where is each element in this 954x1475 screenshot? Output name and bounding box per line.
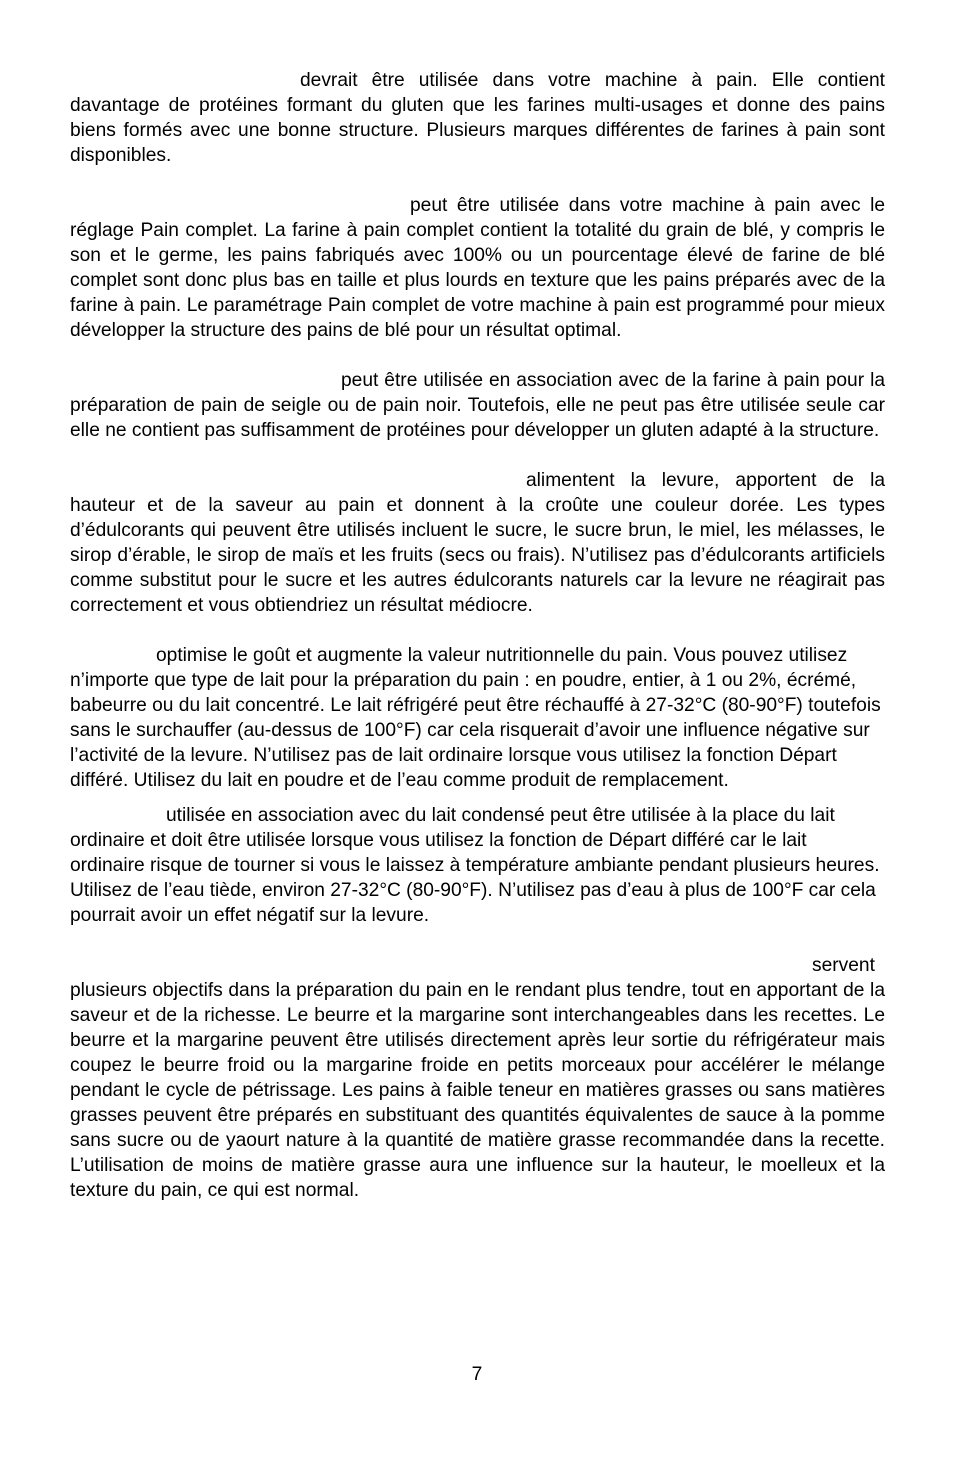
paragraph-milk: optimise le goût et augmente la valeur nutritionnelle du pain. Vous pouvez utilisez n’importe que type de lait pour la préparation du pain : en poudre, entier, à 1 ou 2%, écrémé, babeurre ou du lait concentré. Le lait réfrigéré peut être réchauffé à 27-32°C (80-90°F) toutefois sans le surchauffer (au-dessus de 100°F) car cela risquerait d’avoir une influence négative sur l’activité de la levure. N’utilisez pas de lait ordinaire lorsque vous utilisez la fonction Départ différé. Utilisez du lait en poudre et de l’eau comme produit de remplacement. — [70, 645, 881, 791]
paragraph-bread-flour: devrait être utilisée dans votre machine à pain. Elle contient davantage de protéines formant du gluten que les farines multi-usages et donne des pains biens formés avec une bonne structure. Plusieurs marques différentes de farines à pain sont disponibles. — [70, 70, 885, 166]
paragraph-whole-wheat-flour: peut être utilisée dans votre machine à pain avec le réglage Pain complet. La farine à pain complet contient la totalité du grain de blé, y compris le son et le germe, les pains fabriqués avec 100% ou un pourcentage élevé de farine de blé complet sont donc plus bas en taille et plus lourds en texture que les pains préparés avec de la farine à pain. Le paramétrage Pain complet de votre machine à pain est programmé pour mieux développer la structure des pains de blé pour un résultat optimal. — [70, 195, 885, 341]
body-text — [70, 68, 885, 1203]
paragraph-fats: servent plusieurs objectifs dans la préparation du pain en le rendant plus tendre, tout en apportant de la saveur et de la richesse. Le beurre et la margarine sont interchangeables dans les recettes. Le beurre et la margarine peuvent être utilisés directement après leur sortie du réfrigérateur mais coupez le beurre froid ou la margarine froide en petits morceaux pour accélérer le mélange pendant le cycle de pétrissage. Les pains à faible teneur en matières grasses ou sans matières grasses peuvent être préparés en substituant des quantités équivalentes de sauce à la pomme sans sucre ou de yaourt nature à la quantité de matière grasse recommandée dans la recette. L’utilisation de moins de matière grasse aura une influence sur la hauteur, le moelleux et la texture du pain, ce qui est normal. — [70, 955, 885, 1201]
paragraph-water: utilisée en association avec du lait condensé peut être utilisée à la place du lait ordinaire et doit être utilisée lorsque vous utilisez la fonction de Départ différé car le lait ordinaire risque de tourner si vous le laissez à température ambiante pendant plusieurs heures. Utilisez de l’eau tiède, environ 27-32°C (80-90°F). N’utilisez pas d’eau à plus de 100°F car cela pourrait avoir un effet négatif sur la levure. — [70, 805, 880, 926]
page-number: 7 — [471, 1364, 483, 1385]
paragraph-sweeteners: alimentent la levure, apportent de la hauteur et de la saveur au pain et donnent à la croûte une couleur dorée. Les types d’édulcorants qui peuvent être utilisés incluent le sucre, le sucre brun, le miel, les mélasses, le sirop d’érable, le sirop de maïs et les fruits (secs ou frais). N’utilisez pas d’édulcorants artificiels comme substitut pour le sucre et les autres édulcorants naturels car la levure ne réagirait pas correctement et vous obtiendriez un résultat médiocre. — [70, 470, 885, 616]
paragraph-rye-flour: peut être utilisée en association avec de la farine à pain pour la préparation de pain de seigle ou de pain noir. Toutefois, elle ne peut pas être utilisée seule car elle ne contient pas suffisamment de protéines pour développer un gluten adapté à la structure. — [70, 370, 885, 441]
